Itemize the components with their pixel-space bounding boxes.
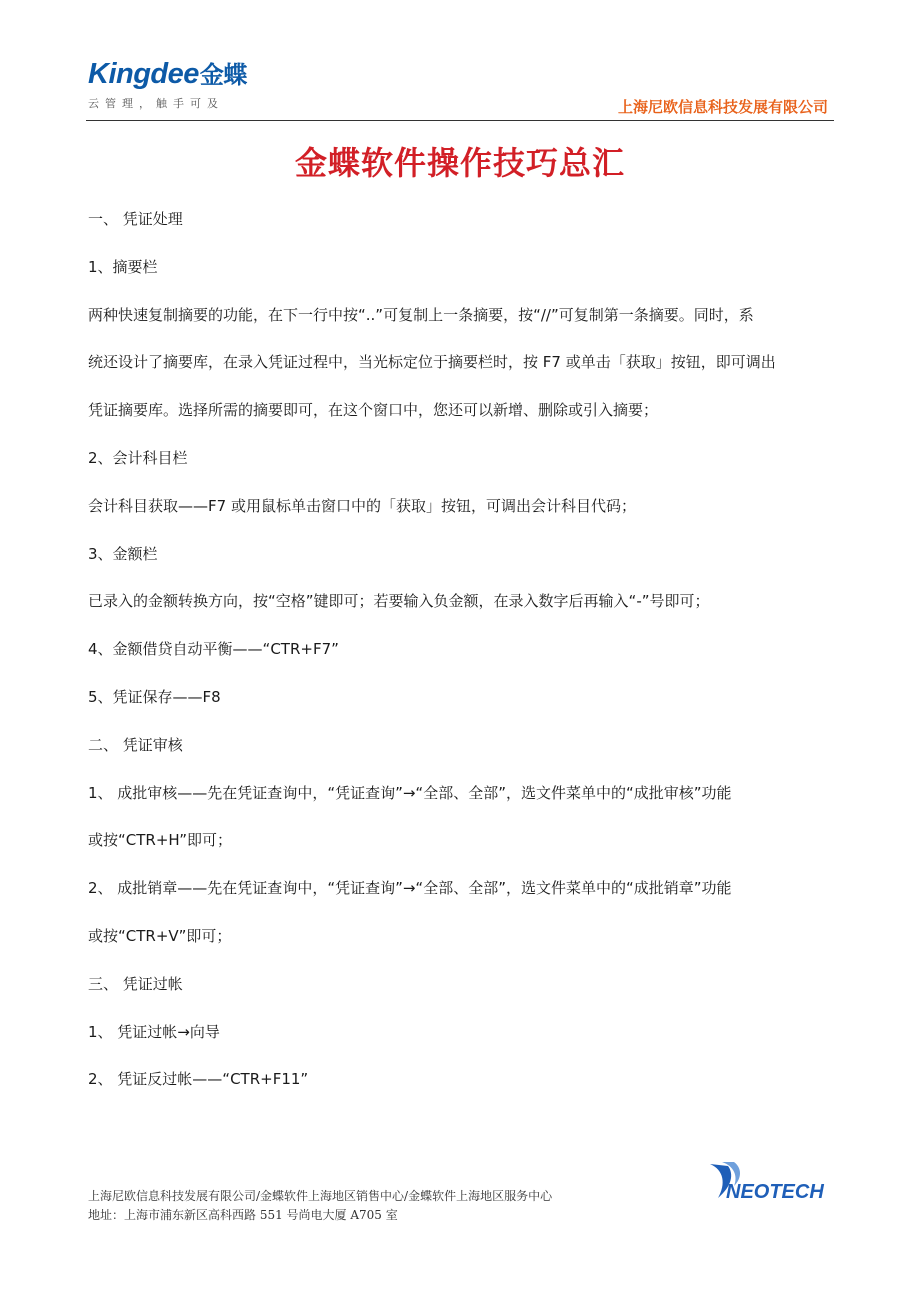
footer [88,1187,552,1225]
document-body [88,204,836,1112]
text-line: 1、摘要栏 [88,257,158,276]
kingdee-logo [88,58,288,116]
text-line: 凭证摘要库。选择所需的摘要即可，在这个窗口中，您还可以新增、删除或引入摘要； [88,401,659,420]
neotech-logo [704,1160,828,1204]
text-line: 或按“CTR+H”即可； [88,831,232,850]
text-line: 三、 凭证过帐 [88,974,183,993]
text-line: 已录入的金额转换方向，按“空格”键即可；若要输入负金额，在录入数字后再输入“-”号即可； [88,592,710,611]
logo-tagline: 云管理，触手可及 [88,97,224,110]
logo-text: Kingdee [88,58,199,90]
text-line: 5、凭证保存——F8 [88,687,221,706]
text-line: 二、 凭证审核 [88,735,183,754]
text-line: 1、 成批审核——先在凭证查询中，“凭证查询”→“全部、全部”，选文件菜单中的“成批审核”功能 [88,783,732,802]
logo-wordmark [88,58,288,92]
company-name: 上海尼欧信息科技发展有限公司 [617,98,828,116]
text-line: 3、金额栏 [88,544,158,563]
footer-address-line: 地址：上海市浦东新区高科西路 551 号尚电大厦 A705 室 [88,1208,398,1222]
text-line: 会计科目获取——F7 或用鼠标单击窗口中的「获取」按钮，可调出会计科目代码； [88,496,636,515]
text-line: 一、 凭证处理 [88,210,183,228]
text-line: 1、 凭证过帐→向导 [88,1022,220,1041]
logo-cn: 金蝶 [199,62,247,89]
page-title: 金蝶软件操作技巧总汇 [294,144,625,182]
text-line: 或按“CTR+V”即可； [88,926,232,945]
footer-company-line: 上海尼欧信息科技发展有限公司/金蝶软件上海地区销售中心/金蝶软件上海地区服务中心 [88,1189,553,1203]
neotech-wordmark: NEOTECH [726,1181,824,1203]
text-line: 2、 凭证反过帐——“CTR+F11” [88,1070,309,1089]
text-line: 两种快速复制摘要的功能，在下一行中按“..”可复制上一条摘要，按“//”可复制第一条摘要。同时，系 [88,305,754,324]
text-line: 2、会计科目栏 [88,448,188,467]
text-line: 统还设计了摘要库，在录入凭证过程中，当光标定位于摘要栏时，按 F7 或单击「获取」按钮，即可调出 [88,353,776,372]
text-line: 2、 成批销章——先在凭证查询中，“凭证查询”→“全部、全部”，选文件菜单中的“成批销章”功能 [88,879,732,898]
text-line: 4、金额借贷自动平衡——“CTR+F7” [88,640,339,659]
header-divider [86,120,834,121]
